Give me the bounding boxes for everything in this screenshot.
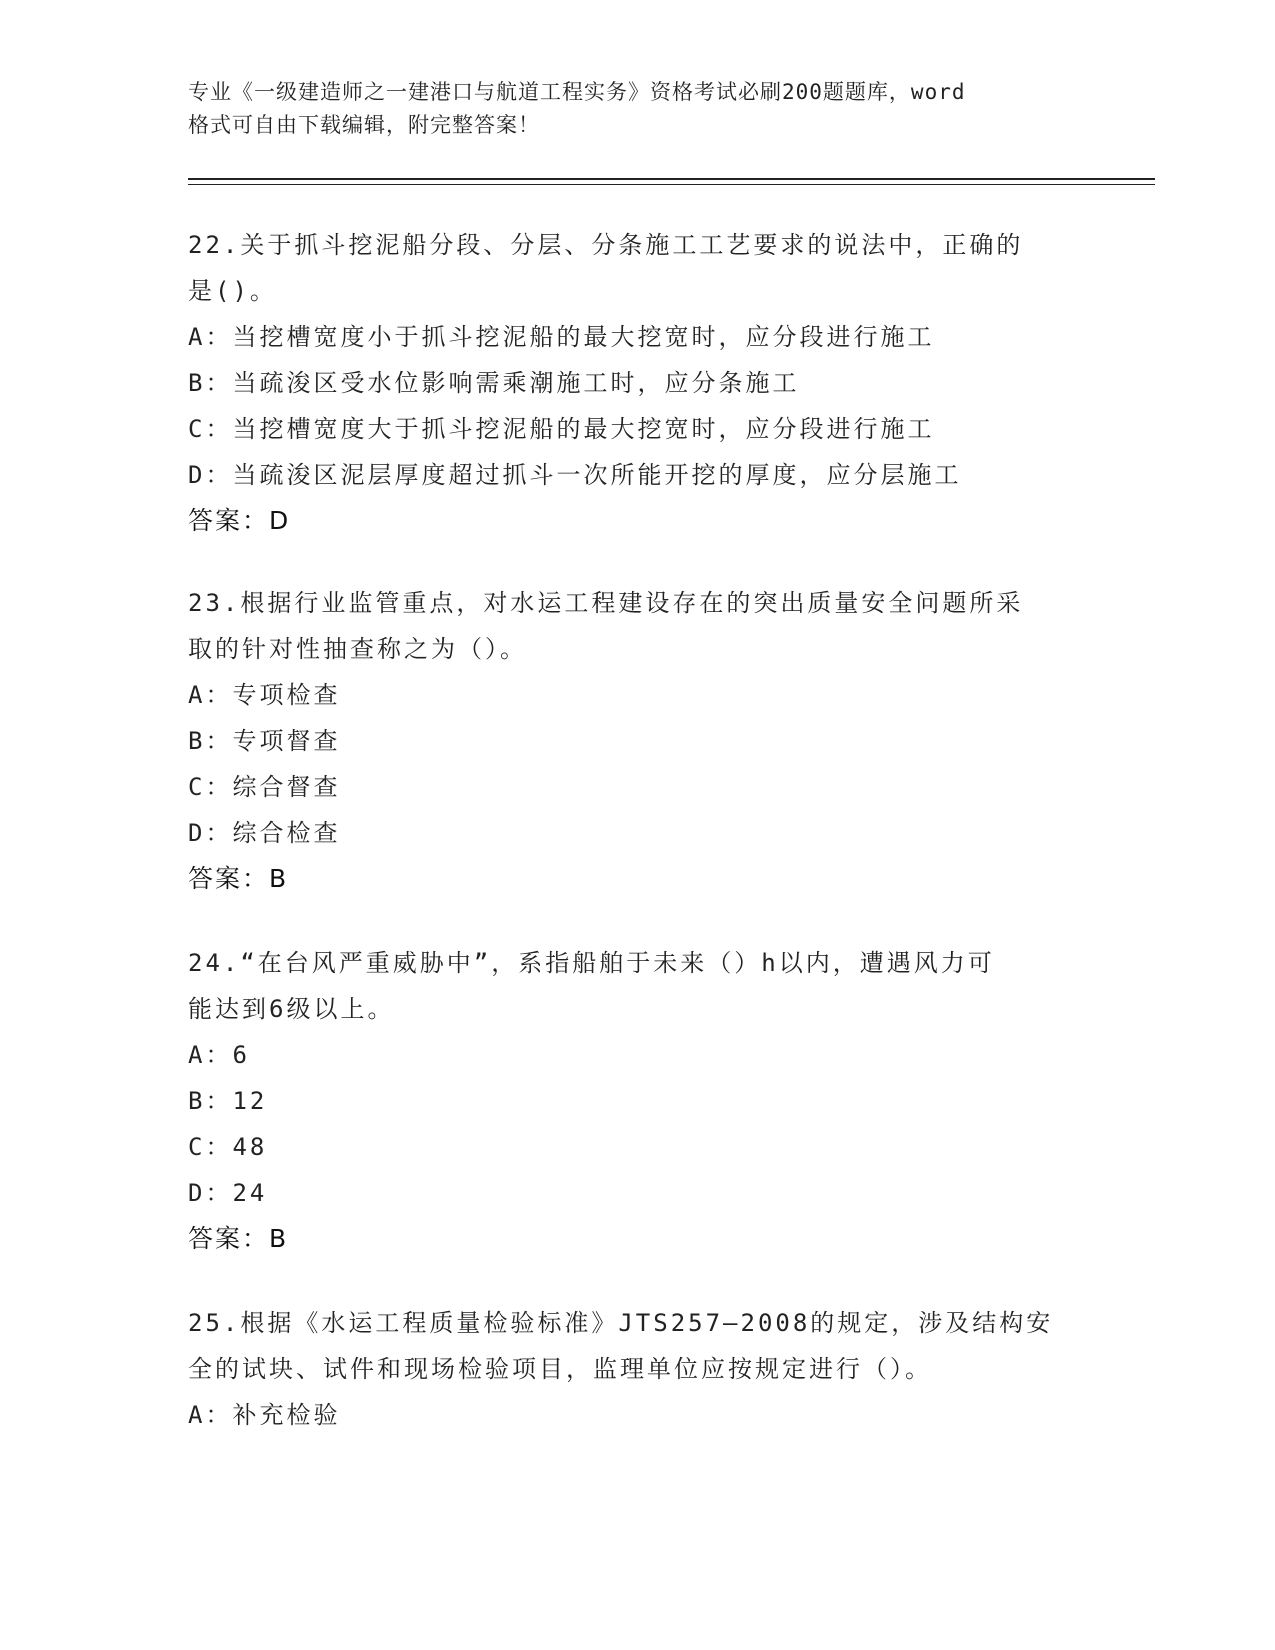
answer-line: 答案：B bbox=[188, 1224, 289, 1253]
option-b: B：当疏浚区受水位影响需乘潮施工时，应分条施工 bbox=[188, 369, 800, 397]
option-d: D：24 bbox=[188, 1179, 268, 1207]
question-stem-line-2: 是()。 bbox=[188, 277, 277, 305]
option-a: A：当挖槽宽度小于抓斗挖泥船的最大挖宽时，应分段进行施工 bbox=[188, 323, 935, 351]
question-stem-line-1: 22.关于抓斗挖泥船分段、分层、分条施工工艺要求的说法中，正确的 bbox=[188, 231, 1024, 259]
question-stem-line-2: 取的针对性抽查称之为（）。 bbox=[188, 635, 527, 663]
option-d: D：综合检查 bbox=[188, 819, 341, 847]
question-stem-line-2: 全的试块、试件和现场检验项目，监理单位应按规定进行（）。 bbox=[188, 1355, 932, 1383]
answer-line: 答案：B bbox=[188, 864, 289, 893]
question-stem-line-1: 25.根据《水运工程质量检验标准》JTS257—2008的规定，涉及结构安 bbox=[188, 1309, 1054, 1337]
question-24 bbox=[188, 940, 1088, 1262]
option-b: B：12 bbox=[188, 1087, 268, 1115]
option-d: D：当疏浚区泥层厚度超过抓斗一次所能开挖的厚度，应分层施工 bbox=[188, 461, 962, 489]
option-c: C：综合督查 bbox=[188, 773, 341, 801]
document-header bbox=[188, 76, 1088, 142]
option-a: A：补充检验 bbox=[188, 1401, 341, 1429]
question-stem-line-2: 能达到6级以上。 bbox=[188, 995, 395, 1023]
answer-line: 答案：D bbox=[188, 506, 291, 535]
option-b: B：专项督查 bbox=[188, 727, 341, 755]
question-25 bbox=[188, 1300, 1088, 1438]
option-c: C：当挖槽宽度大于抓斗挖泥船的最大挖宽时，应分段进行施工 bbox=[188, 415, 935, 443]
question-stem-line-1: 23.根据行业监管重点，对水运工程建设存在的突出质量安全问题所采 bbox=[188, 589, 1024, 617]
header-line-1: 专业《一级建造师之一建港口与航道工程实务》资格考试必刷200题题库，word bbox=[188, 80, 966, 104]
header-line-2: 格式可自由下载编辑，附完整答案！ bbox=[188, 113, 540, 137]
question-stem-line-1: 24.“在台风严重威胁中”，系指船舶于未来（）h以内，遭遇风力可 bbox=[188, 949, 995, 977]
option-a: A：专项检查 bbox=[188, 681, 341, 709]
question-22 bbox=[188, 222, 1088, 544]
header-divider-thin bbox=[188, 184, 1155, 185]
option-a: A：6 bbox=[188, 1041, 250, 1069]
option-c: C：48 bbox=[188, 1133, 268, 1161]
question-23 bbox=[188, 580, 1088, 902]
header-divider-thick bbox=[188, 178, 1155, 180]
